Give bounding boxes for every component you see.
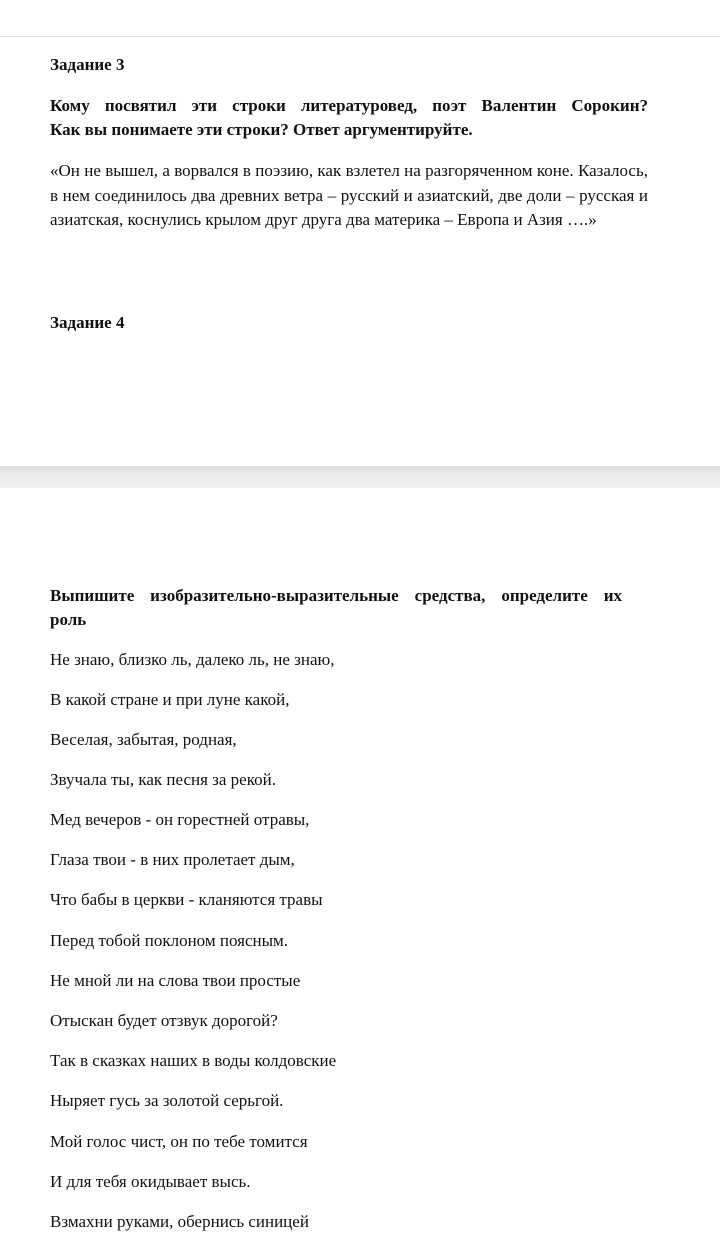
task4-heading: Задание 4 [50,313,125,332]
poem-line: В какой стране и при луне какой, [50,690,290,709]
page-separator-line [0,36,720,37]
cropped-text-fragment [150,0,570,4]
poem-line: Мед вечеров - он горестней отравы, [50,810,310,829]
poem-line: Отыскан будет отзвук дорогой? [50,1011,278,1030]
poem-line: Перед тобой поклоном поясным. [50,931,289,950]
task3-question-line1: Кому посвятил эти строки литературовед, поэт Валентин Сорокин? [50,96,648,115]
task3-heading: Задание 3 [50,55,125,74]
poem-line: Так в сказках наших в воды колдовские [50,1051,337,1070]
poem-line: Звучала ты, как песня за рекой. [50,770,276,789]
poem-line: Взмахни руками, обернись синицей [50,1212,309,1231]
poem-line: Веселая, забытая, родная, [50,730,237,749]
poem-line: Не мной ли на слова твои простые [50,971,301,990]
task3-question-line2: Как вы понимаете эти строки? Ответ аргументируйте. [50,120,473,139]
task3-quote: «Он не вышел, а ворвался в поэзию, как взлетел на разгоряченном коне. Казалось, в нем соединилось два древних ветра – русский и азиатский, две доли – русская и азиатская, коснулись крылом друг друга два материка – Европа и Азия ….» [50,161,648,229]
poem-line: Глаза твои - в них пролетает дым, [50,850,295,869]
instruction-line2: роль [50,610,87,629]
page-gap [0,466,720,488]
document-page-1 [0,0,720,466]
poem-line: Не знаю, близко ль, далеко ль, не знаю, [50,650,335,669]
poem-line: И для тебя окидывает высь. [50,1172,251,1191]
document-page-2 [0,488,720,1256]
poem-line: Мой голос чист, он по тебе томится [50,1132,308,1151]
poem-line: Ныряет гусь за золотой серьгой. [50,1091,284,1110]
instruction-line1: Выпишите изобразительно-выразительные средства, определите их [50,586,622,605]
poem-line: Что бабы в церкви - кланяются травы [50,890,323,909]
